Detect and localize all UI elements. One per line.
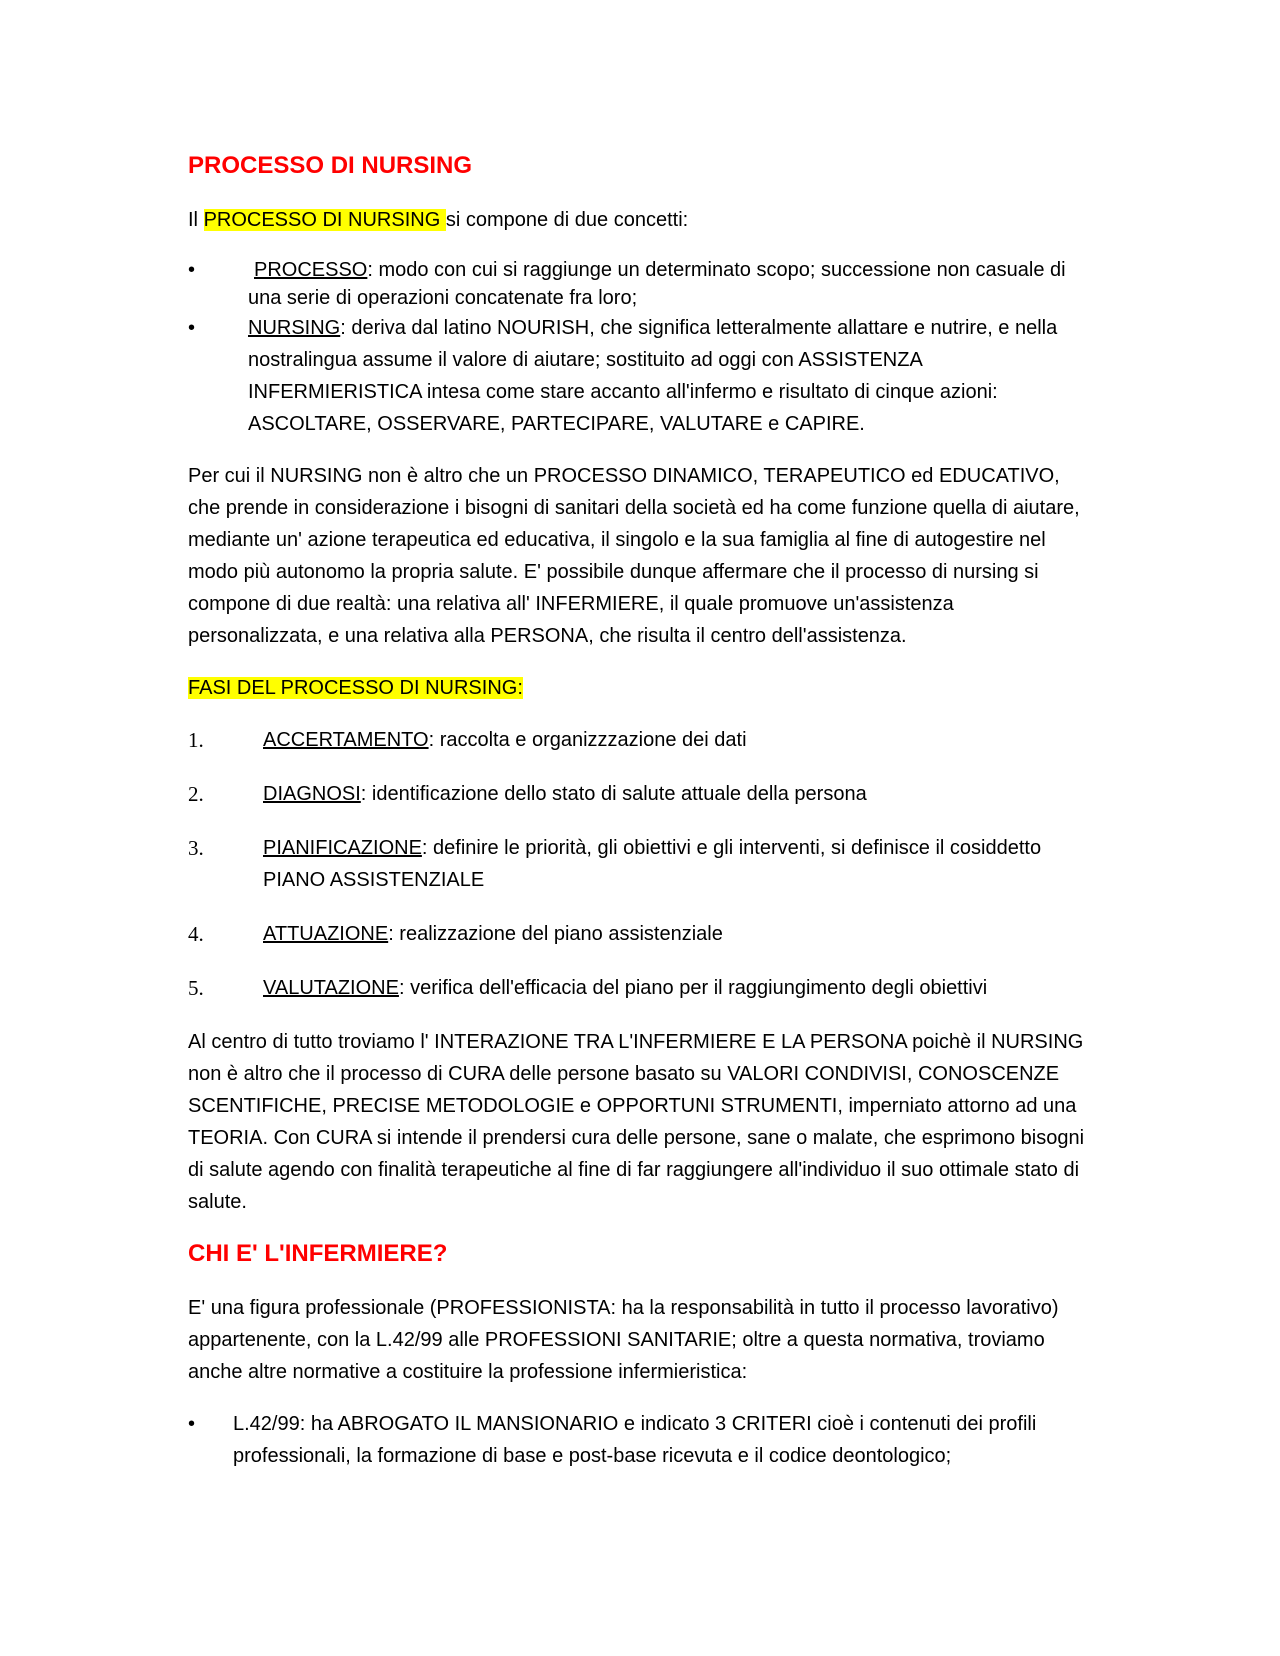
list-item (188, 972, 1088, 1004)
bullet-icon: • (188, 1413, 196, 1435)
phase-text: : realizzazione del piano assistenziale (388, 923, 723, 945)
intro-highlight: PROCESSO DI NURSING (203, 209, 446, 231)
phase-term: DIAGNOSI (263, 783, 361, 805)
phase-term: PIANIFICAZIONE (263, 837, 422, 859)
phase-term: ACCERTAMENTO (263, 729, 429, 751)
intro-paragraph (188, 204, 1088, 236)
list-number: 4. (188, 922, 204, 946)
laws-list (188, 1408, 1088, 1472)
list-number: 3. (188, 836, 204, 860)
section-title: CHI E' L'INFERMIERE? (188, 1240, 448, 1267)
concept-text: : deriva dal latino NOURISH, che significa letteralmente allattare e nutrire, e nella nostralingua assume il valore di aiutare; sostituito ad oggi con ASSISTENZA INFERMIERISTICA intesa come stare accanto all'infermo e risultato di cinque azioni: ASCOLTARE, OSSERVARE, PARTECIPARE, VALUTARE e CAPIRE. (248, 317, 1058, 435)
phase-text: : identificazione dello stato di salute attuale della persona (360, 783, 867, 805)
paragraph-1: Per cui il NURSING non è altro che un PROCESSO DINAMICO, TERAPEUTICO ed EDUCATIVO, che prende in considerazione i bisogni di sanitari della società ed ha come funzione quella di aiutare, mediante un' azione terapeutica ed educativa, il singolo e la sua famiglia al fine di autogestire nel modo più autonomo la propria salute. E' possibile dunque affermare che il processo di nursing si compone di due realtà: una relativa all' INFERMIERE, il quale promuove un'assistenza personalizzata, e una relativa alla PERSONA, che risulta il centro dell'assistenza. (188, 465, 1080, 647)
paragraph-2: Al centro di tutto troviamo l' INTERAZIONE TRA L'INFERMIERE E LA PERSONA poichè il NURSING non è altro che il processo di CURA delle persone basato su VALORI CONDIVISI, CONOSCENZE SCENTIFICHE, PRECISE METODOLOGIE e OPPORTUNI STRUMENTI, imperniato attorno ad una TEORIA. Con CURA si intende il prendersi cura delle persone, sane o malate, che esprimono bisogni di salute agendo con finalità terapeutiche al fine di far raggiungere all'individuo il suo ottimale stato di salute. (188, 1031, 1085, 1213)
law-text: L.42/99: ha ABROGATO IL MANSIONARIO e indicato 3 CRITERI cioè i contenuti dei profili professionali, la formazione di base e post-base ricevuta e il codice deontologico; (233, 1413, 1037, 1467)
list-item (188, 312, 1088, 440)
intro-after: si compone di due concetti: (445, 209, 689, 231)
list-number: 2. (188, 782, 204, 806)
phase-text: : raccolta e organizzzazione dei dati (428, 729, 747, 751)
phase-text: : verifica dell'efficacia del piano per il raggiungimento degli obiettivi (398, 977, 988, 999)
phases-list (188, 724, 1088, 1004)
phase-text: : definire le priorità, gli obiettivi e gli interventi, si definisce il cosiddetto PIANO ASSISTENZIALE (263, 837, 1042, 891)
document-content (188, 150, 1088, 1492)
list-item (188, 778, 1088, 810)
phases-heading-text: FASI DEL PROCESSO DI NURSING: (188, 677, 523, 699)
page-title: PROCESSO DI NURSING (188, 152, 473, 179)
phases-heading (188, 672, 1088, 704)
concept-text: : modo con cui si raggiunge un determinato scopo; successione non casuale di una serie di operazioni concatenate fra loro; (248, 259, 1066, 309)
bullet-icon: • (188, 317, 196, 339)
concepts-list (188, 256, 1088, 440)
list-item (188, 256, 1088, 312)
list-number: 1. (188, 728, 204, 752)
paragraph-3: E' una figura professionale (PROFESSIONISTA: ha la responsabilità in tutto il processo lavorativo) appartenente, con la L.42/99 alle PROFESSIONI SANITARIE; oltre a questa normativa, troviamo anche altre normative a costituire la professione infermieristica: (188, 1297, 1059, 1383)
phase-term: ATTUAZIONE (263, 923, 389, 945)
list-number: 5. (188, 976, 204, 1000)
concept-term: NURSING (248, 317, 341, 339)
intro-before: Il (188, 209, 204, 231)
list-item (188, 918, 1088, 950)
concept-term: PROCESSO (254, 259, 368, 281)
phase-term: VALUTAZIONE (263, 977, 399, 999)
list-item (188, 1408, 1088, 1472)
bullet-icon: • (188, 259, 196, 281)
list-item (188, 832, 1088, 896)
list-item (188, 724, 1088, 756)
